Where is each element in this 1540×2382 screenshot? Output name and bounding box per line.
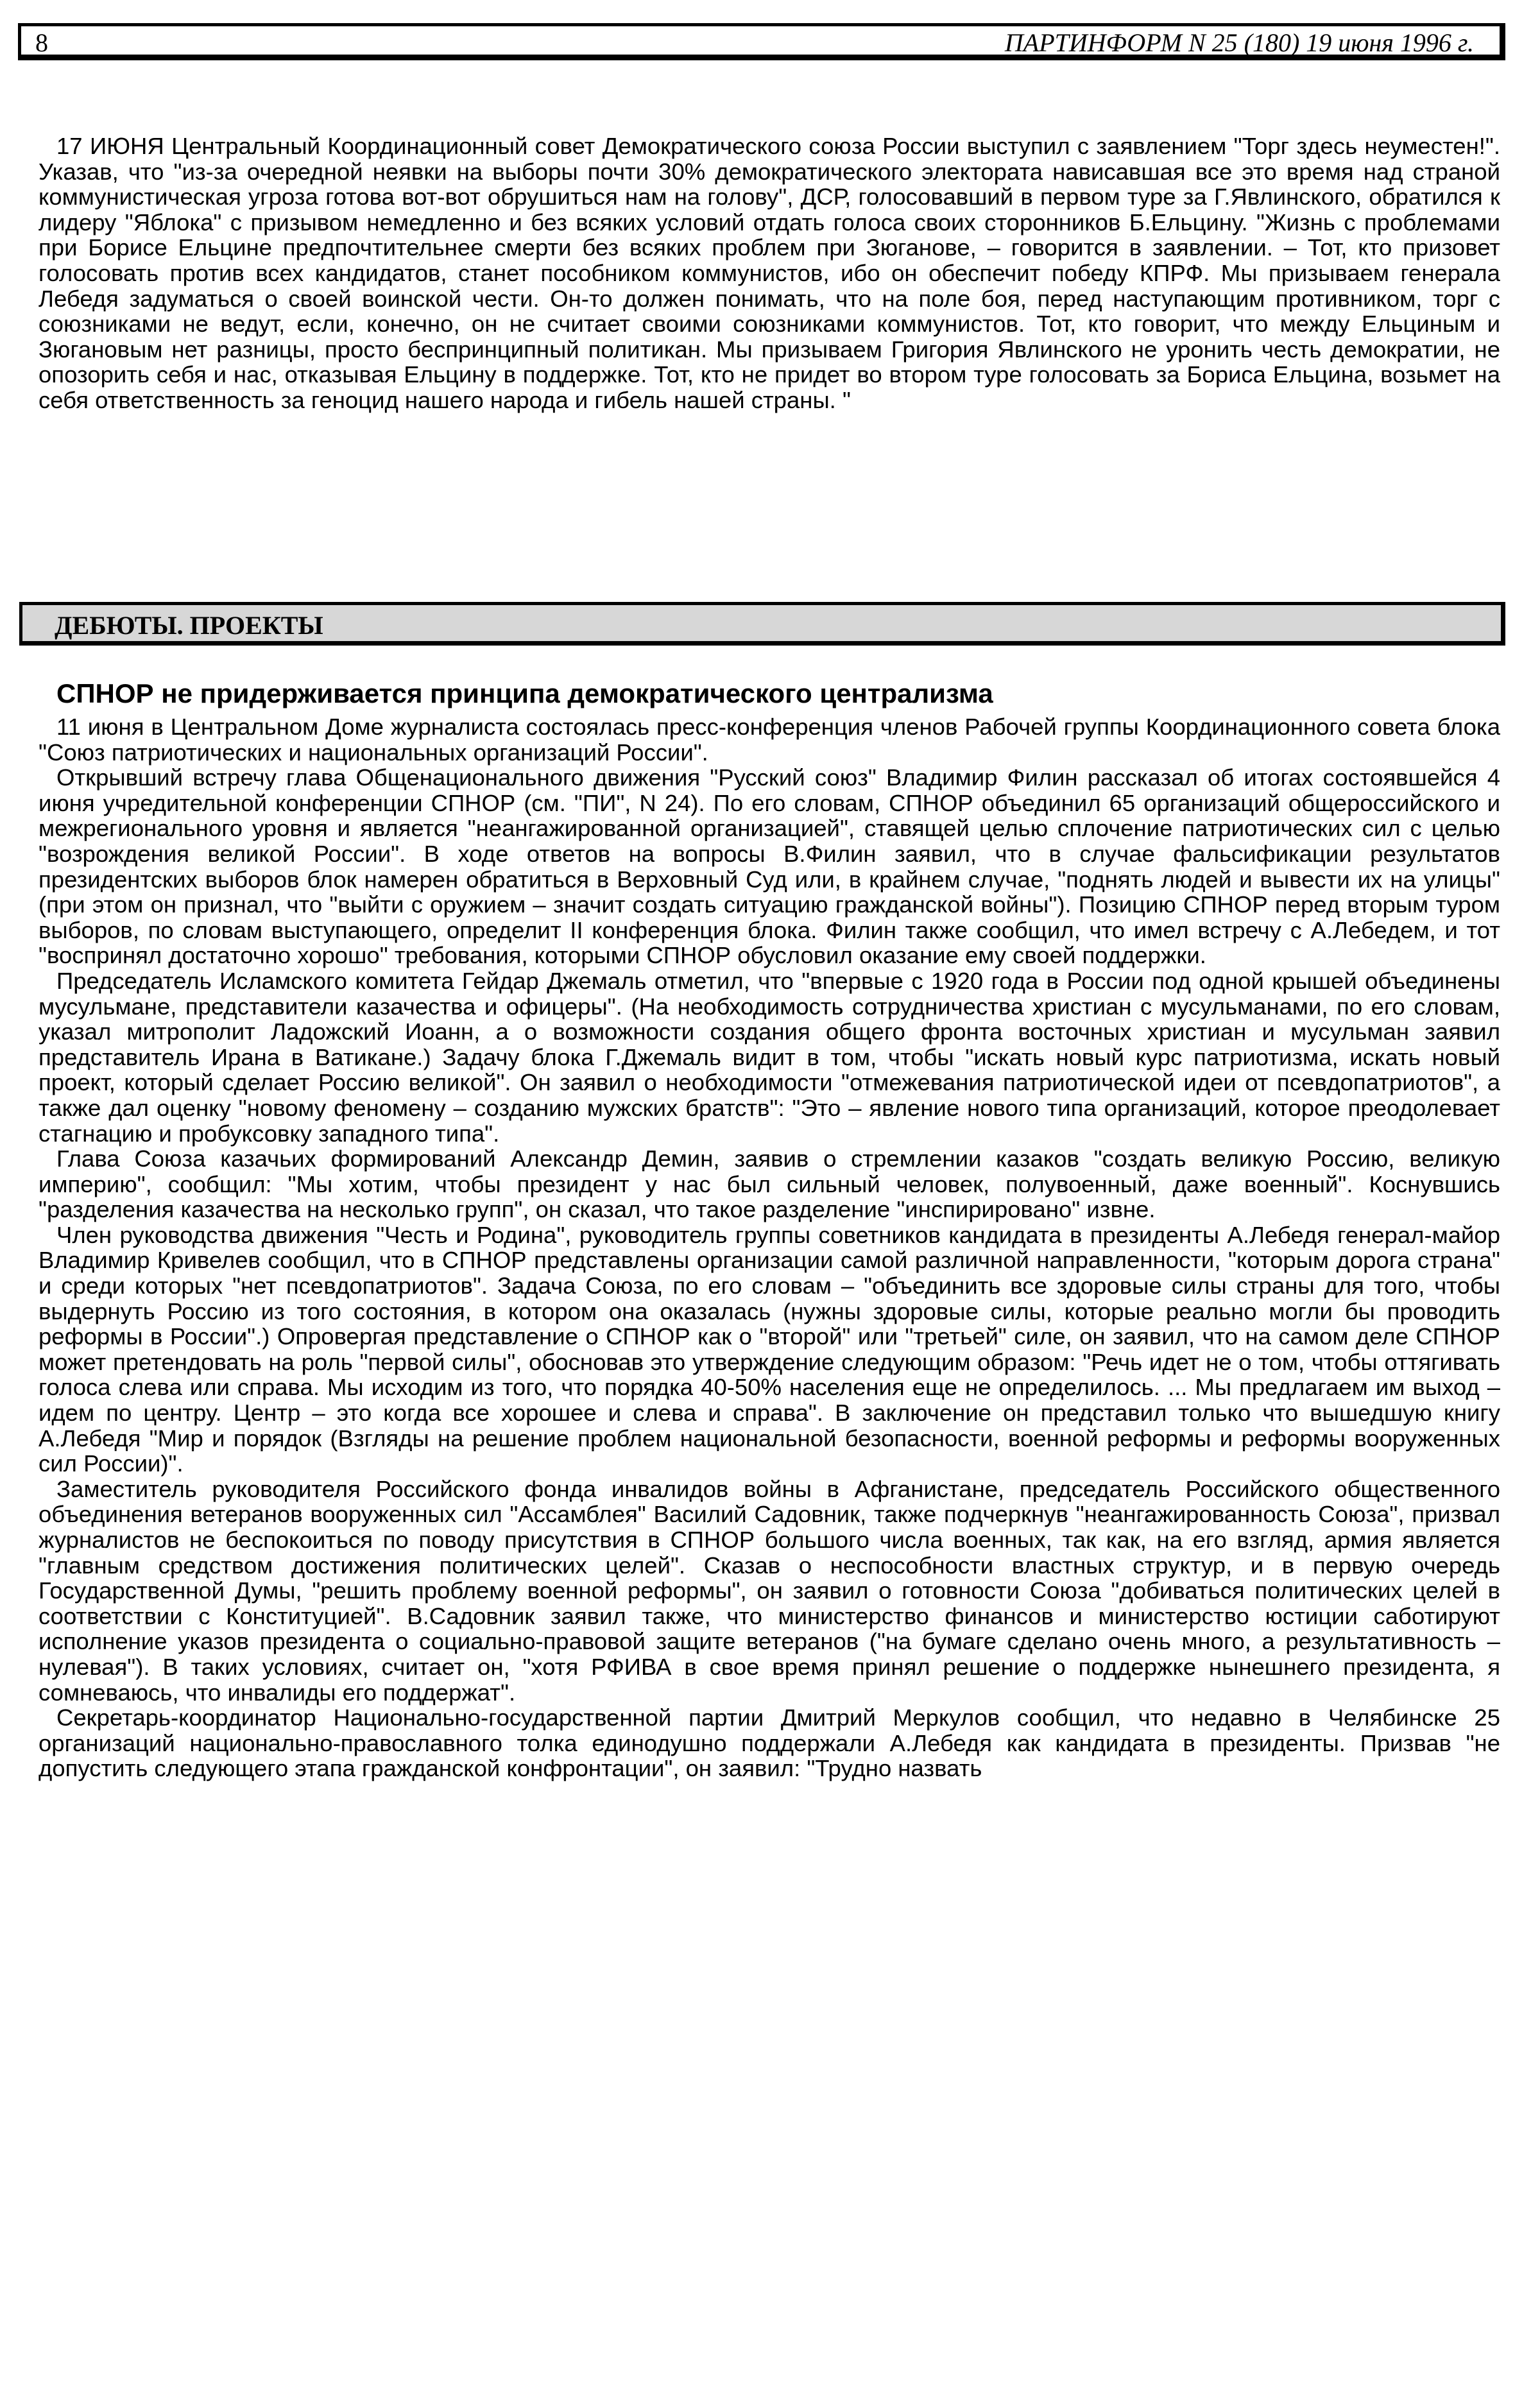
section-rubric-title: ДЕБЮТЫ. ПРОЕКТЫ — [55, 611, 323, 640]
section-rubric — [19, 602, 1505, 646]
page-number: 8 — [35, 28, 48, 57]
article-body — [38, 714, 1500, 1781]
article-paragraph: Член руководства движения "Честь и Родина", руководитель группы советников кандидата в президенты А.Лебедя генерал-майор Владимир Кривелев сообщил, что в СПНОР представлены организации самой различной направленности, "которым дорога страна" и среди которых "нет псевдопатриотов". Задача Союза, по его словам – "объединить все здоровые силы страны для того, чтобы выдернуть Россию из того состояния, в котором она оказалась (нужны здоровые силы, которые реально могли бы проводить реформы в России".) Опровергая представление о СПНОР как о "второй" или "третьей" силе, он заявил, что на самом деле СПНОР может претендовать на роль "первой силы", обосновав это утверждение следующим образом: "Речь идет не о том, чтобы оттягивать голоса слева или справа. Мы исходим из того, что порядка 40-50% населения еще не определилось. ... Мы предлагаем им выход – идем по центру. Центр – это когда все хорошее и слева и справа". В заключение он представил только что вышедшую книгу А.Лебедя "Мир и порядок (Взгляды на решение проблем национальной безопасности, военной реформы и реформы вооруженных сил России)". — [38, 1221, 1500, 1477]
article-paragraph: Заместитель руководителя Российского фонда инвалидов войны в Афганистане, председатель Российского общественного объединения ветеранов вооруженных сил "Ассамблея" Василий Садовник, также подчеркнув "неангажированность Союза", призвал журналистов не беспокоиться по поводу присутствия в СПНОР большого числа военных, так как, на его взгляд, армия является "главным средством достижения политических целей". Сказав о неспособности властных структур, и в первую очередь Государственной Думы, "решить проблему военной реформы", он заявил о готовности Союза "добиваться политических целей в соответствии с Конституцией". В.Садовник заявил также, что министерство финансов и министерство юстиции саботируют исполнение указов президента о социально-правовой защите ветеранов ("на бумаге сделано очень много, а результативность – нулевая"). В таких условиях, считает он, "хотя РФИВА в свое время принял решение о поддержке нынешнего президента, я сомневаюсь, что инвалиды его поддержат". — [38, 1475, 1500, 1706]
article-title: СПНОР не придерживается принципа демократического централизма — [56, 678, 993, 708]
page-header — [18, 23, 1505, 60]
publication-line: ПАРТИНФОРМ N 25 (180) 19 июня 1996 г. — [1004, 28, 1474, 57]
announcement-block — [38, 133, 1500, 413]
article-paragraph: 11 июня в Центральном Доме журналиста состоялась пресс-конференция членов Рабочей группы Координационного совета блока "Союз патриотических и национальных организаций России". — [38, 714, 1500, 766]
article-paragraph: Глава Союза казачьих формирований Александр Демин, заявив о стремлении казаков "создать великую Россию, великую империю", сообщил: "Мы хотим, чтобы президент у нас был сильный человек, полувоенный, даже военный". Коснувшись "разделения казачества на несколько групп", он сказал, что такое разделение "инспирировано" извне. — [38, 1145, 1500, 1223]
announcement-paragraph: 17 ИЮНЯ Центральный Координационный совет Демократического союза России выступил с заявлением "Торг здесь неуместен!". Указав, что "из-за очередной неявки на выборы почти 30% демократического электората нависавшая все это время над страной коммунистическая угроза готова вот-вот обрушиться нам на голову", ДСР, голосовавший в первом туре за Г.Явлинского, обратился к лидеру "Яблока" с призывом немедленно и без всяких условий отдать голоса своих сторонников Б.Ельцину. "Жизнь с проблемами при Борисе Ельцине предпочтительнее смерти без всяких проблем при Зюганове, – говорится в заявлении. – Тот, кто призовет голосовать против всех кандидатов, станет пособником коммунистов, ибо он обеспечит победу КПРФ. Мы призываем генерала Лебедя задуматься о своей воинской чести. Он-то должен понимать, что на поле боя, перед наступающим противником, торг с союзниками не ведут, если, конечно, он не считает своими союзниками коммунистов. Тот, кто говорит, что между Ельциным и Зюгановым нет разницы, просто беспринципный политикан. Мы призываем Григория Явлинского не уронить честь демократии, не опозорить себя и нас, отказывая Ельцину в поддержке. Тот, кто не придет во втором туре голосовать за Бориса Ельцина, возьмет на себя ответственность за геноцид нашего народа и гибель нашей страны. " — [38, 133, 1500, 413]
article-paragraph: Секретарь-координатор Национально-государственной партии Дмитрий Меркулов сообщил, что недавно в Челябинске 25 организаций национально-православного толка единодушно поддержали А.Лебедя как кандидата в президенты. Призвав "не допустить следующего этапа гражданской конфронтации", он заявил: "Трудно назвать — [38, 1704, 1500, 1782]
article-paragraph: Председатель Исламского комитета Гейдар Джемаль отметил, что "впервые с 1920 года в России под одной крышей объединены мусульмане, представители казачества и офицеры". (На необходимость сотрудничества христиан с мусульманами, по его словам, указал митрополит Ладожский Иоанн, а о возможности создания общего фронта восточных христиан и мусульман заявил представитель Ирана в Ватикане.) Задачу блока Г.Джемаль видит в том, чтобы "искать новый курс патриотизма, искать новый проект, который сделает Россию великой". Он заявил о необходимости "отмежевания патриотической идеи от псевдопатриотов", а также дал оценку "новому феномену – созданию мужских братств": "Это – явление нового типа организаций, которое преодолевает стагнацию и пробуксовку западного типа". — [38, 967, 1500, 1147]
article-paragraph: Открывший встречу глава Общенационального движения "Русский союз" Владимир Филин рассказал об итогах состоявшейся 4 июня учредительной конференции СПНОР (см. "ПИ", N 24). По его словам, СПНОР объединил 65 организаций общероссийского и межрегионального уровня и является "неангажированной организацией", ставящей целью сплочение патриотических сил с целью "возрождения великой России". В ходе ответов на вопросы В.Филин заявил, что в случае фальсификации результатов президентских выборов блок намерен обратиться в Верховный Суд или, в крайнем случае, "поднять людей и вывести их на улицы" (при этом он признал, что "выйти с оружием – значит создать ситуацию гражданской войны"). Позицию СПНОР перед вторым туром выборов, по словам выступающего, определит II конференция блока. Филин также сообщил, что имел встречу с А.Лебедем, и тот "воспринял достаточно хорошо" требования, которыми СПНОР обусловил оказание ему своей поддержки. — [38, 764, 1500, 969]
